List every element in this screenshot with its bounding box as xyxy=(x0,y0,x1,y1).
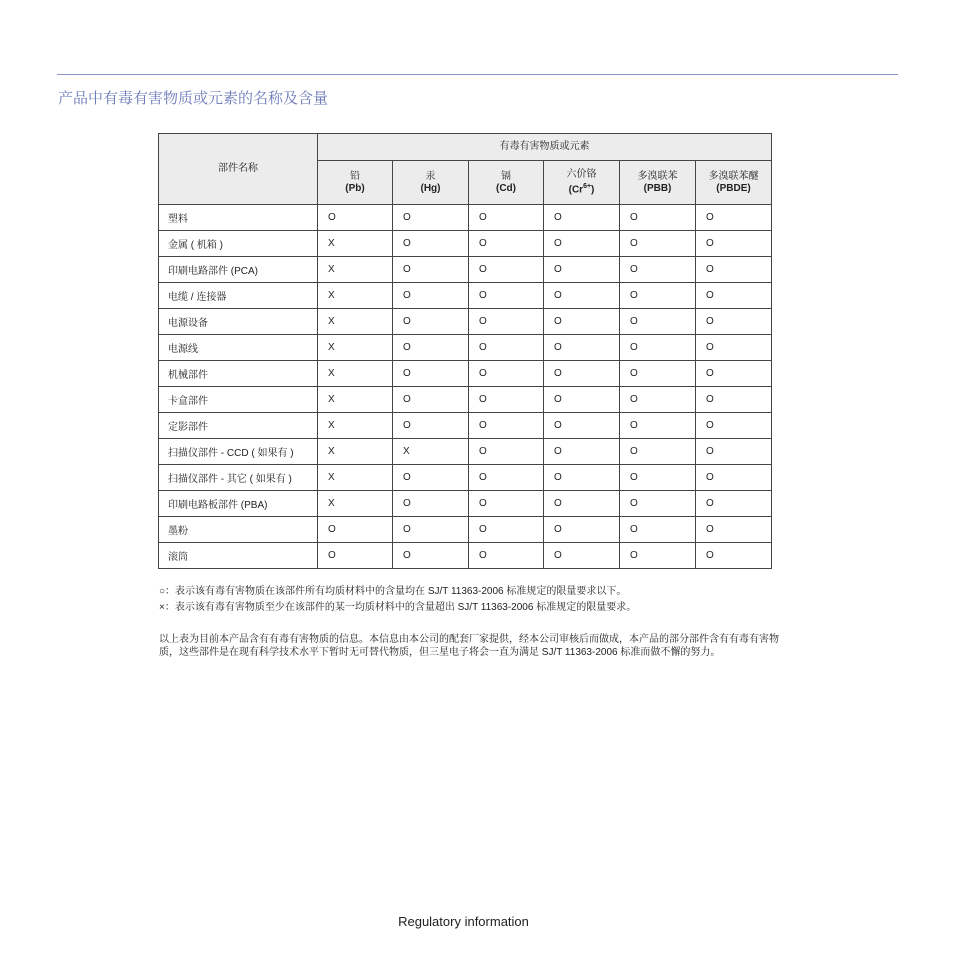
substance-value-cell: O xyxy=(620,517,696,543)
substance-value-cell: O xyxy=(696,283,772,309)
table-row xyxy=(159,517,772,543)
part-name-cell: 印刷电路板部件 (PBA) xyxy=(159,491,318,517)
substance-symbol: (PBDE) xyxy=(716,182,751,194)
substance-value-cell: O xyxy=(318,543,393,569)
substance-value-cell: O xyxy=(544,309,620,335)
part-name-cell: 金属 ( 机箱 ) xyxy=(159,231,318,257)
substance-value-cell: O xyxy=(469,205,544,231)
part-name-cell: 扫描仪部件 - 其它 ( 如果有 ) xyxy=(159,465,318,491)
substance-value-cell: O xyxy=(620,543,696,569)
substance-name: 多溴联苯 xyxy=(637,170,678,182)
substance-symbol: (PBB) xyxy=(643,182,672,194)
table-row xyxy=(159,413,772,439)
part-name-cell: 电源线 xyxy=(159,335,318,361)
substance-value-cell: O xyxy=(469,465,544,491)
section-heading: 产品中有毒有害物质或元素的名称及含量 xyxy=(58,90,329,107)
substance-value-cell: O xyxy=(544,517,620,543)
substance-value-cell: O xyxy=(393,309,469,335)
table-row xyxy=(159,205,772,231)
substance-name: 镉 xyxy=(501,170,511,182)
substance-value-cell: O xyxy=(620,231,696,257)
substance-name: 多溴联苯醚 xyxy=(708,170,759,182)
disclaimer-paragraph xyxy=(159,633,849,659)
part-name-cell: 塑料 xyxy=(159,205,318,231)
substance-value-cell: O xyxy=(393,387,469,413)
substance-value-cell: O xyxy=(696,491,772,517)
substance-value-cell: O xyxy=(469,335,544,361)
substance-value-cell: X xyxy=(318,335,393,361)
substance-name: 六价铬 xyxy=(566,168,597,180)
table-row xyxy=(159,257,772,283)
substance-value-cell: O xyxy=(544,231,620,257)
substance-symbol: (Cd) xyxy=(496,182,516,194)
part-name-cell: 机械部件 xyxy=(159,361,318,387)
substance-value-cell: O xyxy=(469,517,544,543)
substance-value-cell: O xyxy=(620,257,696,283)
substance-value-cell: O xyxy=(544,439,620,465)
substance-value-cell: O xyxy=(393,543,469,569)
substance-value-cell: X xyxy=(393,439,469,465)
substance-value-cell: O xyxy=(393,205,469,231)
table-row xyxy=(159,465,772,491)
substance-value-cell: O xyxy=(696,231,772,257)
table-row xyxy=(159,543,772,569)
substance-symbol: (Hg) xyxy=(420,182,441,194)
substance-value-cell: O xyxy=(393,335,469,361)
disclaimer-line: 质，这些部件是在现有科学技术水平下暂时无可替代物质，但三星电子将会一直为满足 SJ/T 11363-2006 标准而做不懈的努力。 xyxy=(159,647,721,658)
substance-value-cell: O xyxy=(469,387,544,413)
header-rule xyxy=(57,74,898,75)
substance-value-cell: X xyxy=(318,231,393,257)
substance-symbol: (Pb) xyxy=(345,182,365,194)
table-row xyxy=(159,231,772,257)
substance-value-cell: X xyxy=(318,413,393,439)
substance-value-cell: O xyxy=(620,465,696,491)
substance-value-cell: O xyxy=(469,361,544,387)
substance-value-cell: O xyxy=(469,231,544,257)
substance-value-cell: O xyxy=(469,543,544,569)
table-row xyxy=(159,309,772,335)
substance-value-cell: O xyxy=(544,543,620,569)
substance-column-header xyxy=(696,161,772,205)
substance-column-header xyxy=(393,161,469,205)
part-name-cell: 扫描仪部件 - CCD ( 如果有 ) xyxy=(159,439,318,465)
substance-value-cell: O xyxy=(469,491,544,517)
substance-name: 汞 xyxy=(425,170,436,182)
note-circle: ○：表示该有毒有害物质在该部件所有均质材料中的含量均在 SJ/T 11363-2006 标准规定的限量要求以下。 xyxy=(159,586,627,597)
substance-value-cell: X xyxy=(318,465,393,491)
part-name-cell: 定影部件 xyxy=(159,413,318,439)
substance-value-cell: O xyxy=(696,465,772,491)
substance-value-cell: O xyxy=(393,491,469,517)
table-row xyxy=(159,361,772,387)
substance-value-cell: X xyxy=(318,491,393,517)
substance-value-cell: O xyxy=(544,491,620,517)
substance-value-cell: O xyxy=(620,387,696,413)
substance-value-cell: O xyxy=(696,361,772,387)
substance-value-cell: O xyxy=(620,309,696,335)
substance-value-cell: O xyxy=(544,361,620,387)
substance-value-cell: X xyxy=(318,257,393,283)
disclaimer-line: 以上表为目前本产品含有有毒有害物质的信息。本信息由本公司的配套厂家提供，经本公司审核后而做成，本产品的部分部件含有有毒有害物 xyxy=(159,634,779,645)
substance-value-cell: O xyxy=(620,205,696,231)
substance-value-cell: O xyxy=(544,205,620,231)
substance-value-cell: O xyxy=(696,335,772,361)
substance-value-cell: O xyxy=(393,283,469,309)
substance-value-cell: O xyxy=(544,335,620,361)
substance-value-cell: O xyxy=(393,517,469,543)
part-name-cell: 电源设备 xyxy=(159,309,318,335)
substance-value-cell: O xyxy=(393,231,469,257)
substance-value-cell: O xyxy=(393,413,469,439)
table-row xyxy=(159,387,772,413)
substance-value-cell: O xyxy=(469,257,544,283)
substance-value-cell: O xyxy=(318,205,393,231)
substance-value-cell: O xyxy=(696,205,772,231)
table-row xyxy=(159,283,772,309)
substance-value-cell: O xyxy=(620,491,696,517)
legend-notes xyxy=(159,584,636,616)
substance-value-cell: X xyxy=(318,361,393,387)
substance-value-cell: O xyxy=(696,387,772,413)
hazardous-substances-table xyxy=(158,133,772,569)
part-name-header: 部件名称 xyxy=(159,134,318,205)
substance-value-cell: X xyxy=(318,439,393,465)
substance-value-cell: O xyxy=(469,413,544,439)
substances-group-header: 有毒有害物质或元素 xyxy=(318,134,772,161)
page-footer: Regulatory information xyxy=(398,914,529,929)
substance-value-cell: X xyxy=(318,309,393,335)
substance-value-cell: O xyxy=(393,257,469,283)
substance-value-cell: O xyxy=(469,309,544,335)
substance-value-cell: O xyxy=(544,413,620,439)
substance-value-cell: O xyxy=(620,335,696,361)
substance-name: 铅 xyxy=(350,170,360,182)
table-row xyxy=(159,439,772,465)
part-name-cell: 滚筒 xyxy=(159,543,318,569)
part-name-cell: 电缆 / 连接器 xyxy=(159,283,318,309)
table-row xyxy=(159,335,772,361)
substance-value-cell: O xyxy=(620,361,696,387)
substance-value-cell: O xyxy=(544,283,620,309)
substance-value-cell: O xyxy=(469,283,544,309)
substance-column-header xyxy=(544,161,620,205)
substance-column-header xyxy=(318,161,393,205)
substance-value-cell: O xyxy=(393,361,469,387)
substance-value-cell: O xyxy=(696,309,772,335)
substance-value-cell: O xyxy=(620,283,696,309)
part-name-cell: 卡盒部件 xyxy=(159,387,318,413)
substance-value-cell: O xyxy=(620,413,696,439)
substance-value-cell: O xyxy=(469,439,544,465)
substance-value-cell: O xyxy=(620,439,696,465)
substance-column-header xyxy=(469,161,544,205)
substance-value-cell: O xyxy=(318,517,393,543)
substance-value-cell: O xyxy=(544,465,620,491)
table-row xyxy=(159,491,772,517)
substance-value-cell: O xyxy=(696,517,772,543)
part-name-cell: 印刷电路部件 (PCA) xyxy=(159,257,318,283)
substance-value-cell: X xyxy=(318,387,393,413)
note-cross: ×：表示该有毒有害物质至少在该部件的某一均质材料中的含量超出 SJ/T 11363-2006 标准规定的限量要求。 xyxy=(159,602,637,613)
substance-value-cell: X xyxy=(318,283,393,309)
substance-value-cell: O xyxy=(696,543,772,569)
part-name-cell: 墨粉 xyxy=(159,517,318,543)
substance-value-cell: O xyxy=(544,257,620,283)
substance-value-cell: O xyxy=(393,465,469,491)
substance-value-cell: O xyxy=(696,413,772,439)
substance-value-cell: O xyxy=(696,439,772,465)
substance-symbol: $(Cr^{6+})$ xyxy=(568,182,595,196)
substance-value-cell: O xyxy=(544,387,620,413)
substance-column-header xyxy=(620,161,696,205)
substance-value-cell: O xyxy=(696,257,772,283)
